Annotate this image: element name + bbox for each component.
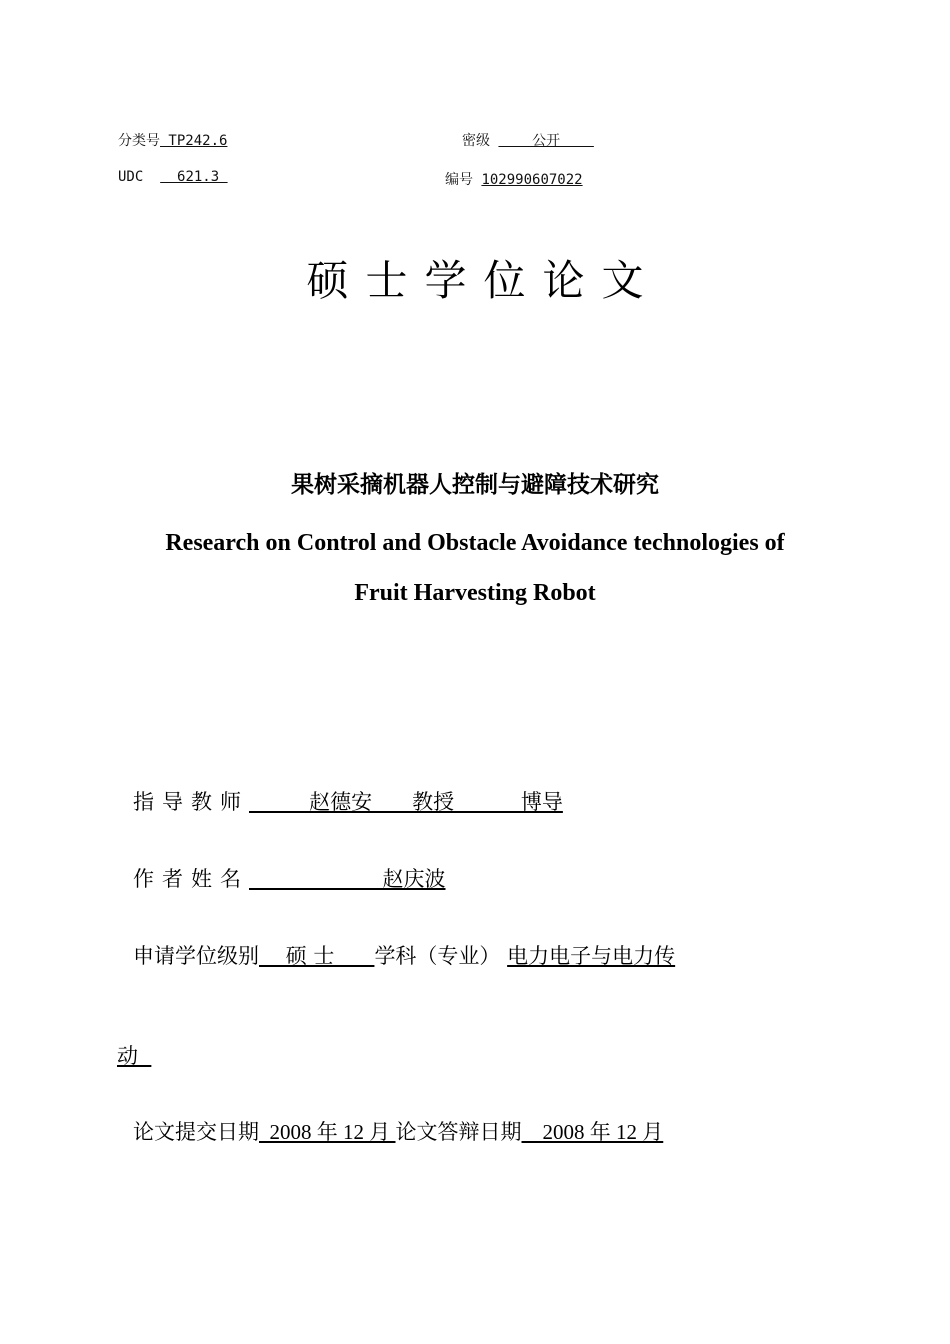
classification-row (118, 130, 227, 150)
udc-label: UDC (118, 169, 144, 185)
author-row (133, 863, 446, 893)
thesis-title-english-line2: Fruit Harvesting Robot (354, 580, 596, 606)
submit-date-label: 论文提交日期 (133, 1120, 259, 1144)
defense-date-label: 论文答辩日期 (395, 1120, 522, 1144)
udc-value: 621.3 (160, 169, 228, 185)
classification-label: 分类号 (118, 133, 160, 149)
serial-number-label: 编号 (445, 172, 473, 188)
serial-number-row (445, 169, 583, 189)
secrecy-row (462, 130, 594, 150)
thesis-title-chinese: 果树采摘机器人控制与避障技术研究 (291, 472, 659, 498)
submit-date-value: 2008 年 12 月 (259, 1120, 396, 1144)
subject-value: 电力电子与电力传 (507, 944, 676, 968)
udc-row (118, 169, 228, 185)
defense-date-value: 2008 年 12 月 (521, 1120, 664, 1144)
advisor-label: 指导教师 (133, 790, 249, 814)
subject-label: 学科（专业） (374, 944, 501, 968)
dates-row (133, 1116, 663, 1146)
advisor-value: 赵德安 教授 博导 (249, 790, 563, 814)
subject-value-continued: 动 (117, 1044, 152, 1068)
degree-label: 申请学位级别 (133, 944, 259, 968)
classification-value: TP242.6 (160, 133, 228, 149)
page-title: 硕士学位论文 (306, 256, 661, 305)
advisor-row (133, 786, 563, 816)
subject-continued-row (117, 1040, 151, 1070)
serial-number-value: 102990607022 (481, 172, 583, 188)
author-value: 赵庆波 (249, 867, 446, 891)
secrecy-label: 密级 (462, 133, 490, 149)
thesis-title-english-line1: Research on Control and Obstacle Avoidance technologies of (165, 530, 785, 556)
secrecy-value: 公开 (498, 133, 594, 149)
degree-value: 硕 士 (259, 944, 375, 968)
degree-row (133, 940, 675, 970)
author-label: 作者姓名 (133, 867, 249, 891)
